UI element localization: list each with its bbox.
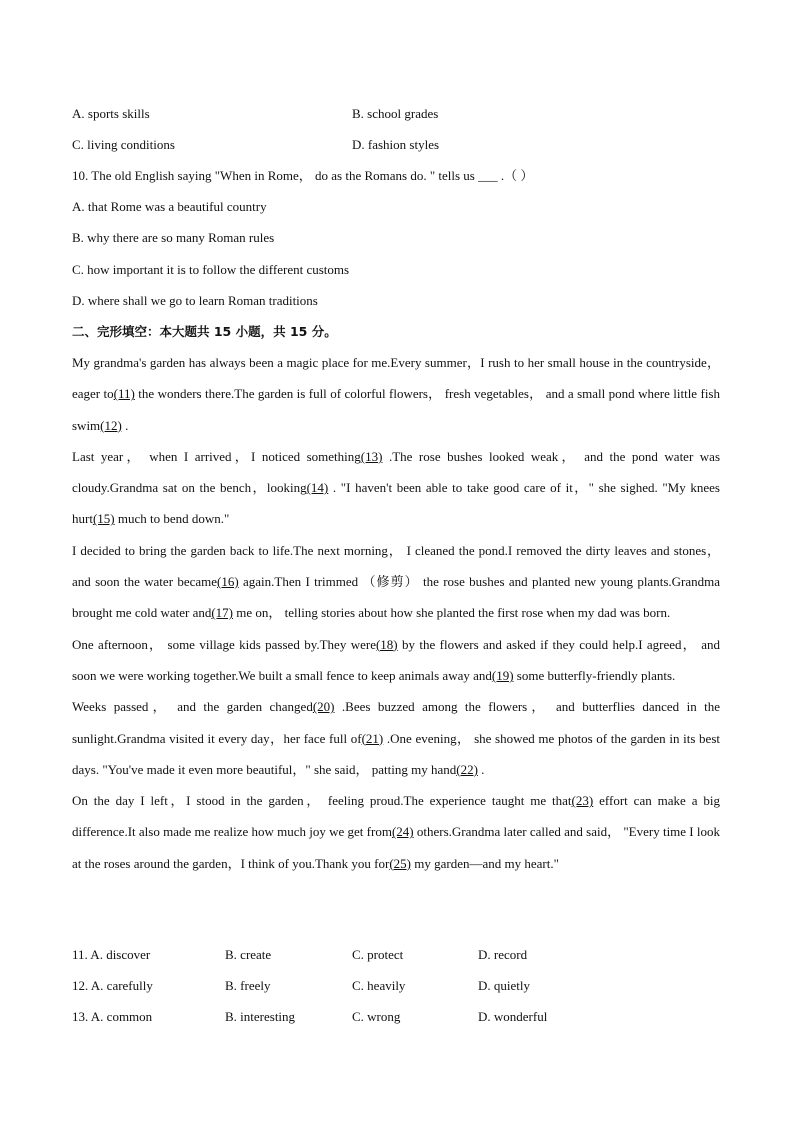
blank-23: (23) bbox=[571, 793, 594, 809]
passage-paragraph-5 bbox=[72, 691, 720, 785]
passage-text: .Bees buzzed among the flowers， and butterflies danced in the sunlight.Grandma visited it every day，her face full of bbox=[72, 699, 721, 746]
passage-text: . bbox=[477, 761, 485, 777]
q10-stem: 10. The old English saying "When in Rome， do as the Romans do. " tells us ___ .（ ） bbox=[72, 168, 534, 183]
blank-17: (17) bbox=[211, 605, 234, 621]
blank-13: (13) bbox=[360, 448, 383, 464]
passage-text: others.Grandma later called and said， "Every time I look at the roses around the garden，I think of you.Thank you for bbox=[72, 824, 721, 871]
blank-15: (15) bbox=[92, 511, 115, 527]
passage-text: . bbox=[121, 417, 129, 433]
answer-13-b: B. interesting bbox=[225, 1009, 296, 1024]
q10-option-a: A. that Rome was a beautiful country bbox=[72, 199, 267, 214]
passage-paragraph-4 bbox=[72, 629, 720, 692]
passage-text: some butterfly-friendly plants. bbox=[513, 667, 676, 683]
q9-option-c: C. living conditions bbox=[72, 137, 175, 152]
passage-paragraph-1 bbox=[72, 347, 720, 441]
q10-option-c: C. how important it is to follow the different customs bbox=[72, 262, 350, 277]
passage-text: effort can make a big difference.It also made me realize how much joy we get from bbox=[72, 793, 720, 840]
passage-text: the wonders there.The garden is full of colorful flowers， fresh vegetables， and a small pond where little fish swim bbox=[72, 386, 720, 433]
q9-option-d: D. fashion styles bbox=[352, 137, 440, 152]
blank-24: (24) bbox=[391, 824, 414, 840]
passage-paragraph-3 bbox=[72, 535, 720, 629]
blank-19: (19) bbox=[491, 667, 514, 683]
cloze-passage bbox=[72, 347, 720, 879]
blank-22: (22) bbox=[456, 761, 478, 777]
answer-12-a: 12. A. carefully bbox=[72, 978, 153, 993]
answer-12-b: B. freely bbox=[225, 978, 271, 993]
passage-text: My grandma's garden has always been a magic place for me.Every summer，I rush to her small house in the countryside，eager to bbox=[72, 355, 720, 402]
q9-option-b: B. school grades bbox=[352, 106, 439, 121]
answer-12-d: D. quietly bbox=[478, 978, 530, 993]
blank-25: (25) bbox=[389, 855, 412, 871]
passage-text: .One evening， she showed me photos of the garden in its best days. "You've made it even more beautiful，" she said， patting my hand bbox=[72, 730, 720, 777]
blank-18: (18) bbox=[375, 636, 398, 652]
blank-20: (20) bbox=[312, 699, 335, 715]
section-heading: 二、完形填空：本大题共 15 小题，共 15 分。 bbox=[72, 324, 337, 339]
passage-text: again.Then I trimmed （修剪） the rose bushes and planted new young plants.Grandma brought me cold water and bbox=[72, 574, 720, 621]
passage-text: I decided to bring the garden back to life.The next morning， I cleaned the pond.I removed the dirty leaves and stones， and soon the water became bbox=[72, 542, 720, 590]
q9-option-a: A. sports skills bbox=[72, 106, 150, 121]
q9-option-row-1 bbox=[72, 106, 439, 122]
passage-text: Weeks passed， and the garden changed bbox=[72, 699, 313, 715]
blank-12: (12) bbox=[100, 417, 122, 433]
answer-11-a: 11. A. discover bbox=[72, 947, 151, 962]
answer-11-c: C. protect bbox=[352, 947, 404, 962]
answer-row-13 bbox=[72, 1009, 548, 1025]
passage-paragraph-6 bbox=[72, 785, 720, 879]
blank-11: (11) bbox=[113, 386, 135, 402]
passage-text: much to bend down." bbox=[114, 511, 230, 527]
answer-13-d: D. wonderful bbox=[478, 1009, 548, 1024]
answer-11-b: B. create bbox=[225, 947, 272, 962]
q10-option-d: D. where shall we go to learn Roman traditions bbox=[72, 293, 318, 308]
q10-option-b: B. why there are so many Roman rules bbox=[72, 230, 275, 245]
answer-13-a: 13. A. common bbox=[72, 1009, 153, 1024]
passage-text: .The rose bushes looked weak， and the pond water was cloudy.Grandma sat on the bench，looking bbox=[72, 448, 720, 496]
passage-text: Last year， when I arrived，I noticed something bbox=[72, 448, 361, 464]
answer-row-12 bbox=[72, 978, 530, 994]
passage-text: . "I haven't been able to take good care of it，" she sighed. "My knees hurt bbox=[72, 480, 720, 527]
answer-12-c: C. heavily bbox=[352, 978, 406, 993]
passage-text: by the flowers and asked if they could help.I agreed， and soon we were working together.We built a small fence to keep animals away and bbox=[72, 636, 720, 683]
passage-text: me on， telling stories about how she planted the first rose when my dad was born. bbox=[233, 605, 671, 621]
answer-11-d: D. record bbox=[478, 947, 528, 962]
passage-text: One afternoon， some village kids passed by.They were bbox=[72, 636, 376, 652]
passage-text: On the day I left，I stood in the garden， feeling proud.The experience taught me that bbox=[72, 793, 572, 809]
blank-14: (14) bbox=[306, 480, 329, 496]
blank-21: (21) bbox=[361, 730, 384, 746]
q9-option-row-2 bbox=[72, 137, 440, 153]
answer-row-11 bbox=[72, 947, 528, 963]
passage-text: my garden—and my heart." bbox=[411, 855, 559, 871]
answer-13-c: C. wrong bbox=[352, 1009, 401, 1024]
blank-16: (16) bbox=[217, 574, 239, 590]
passage-paragraph-2 bbox=[72, 441, 720, 535]
